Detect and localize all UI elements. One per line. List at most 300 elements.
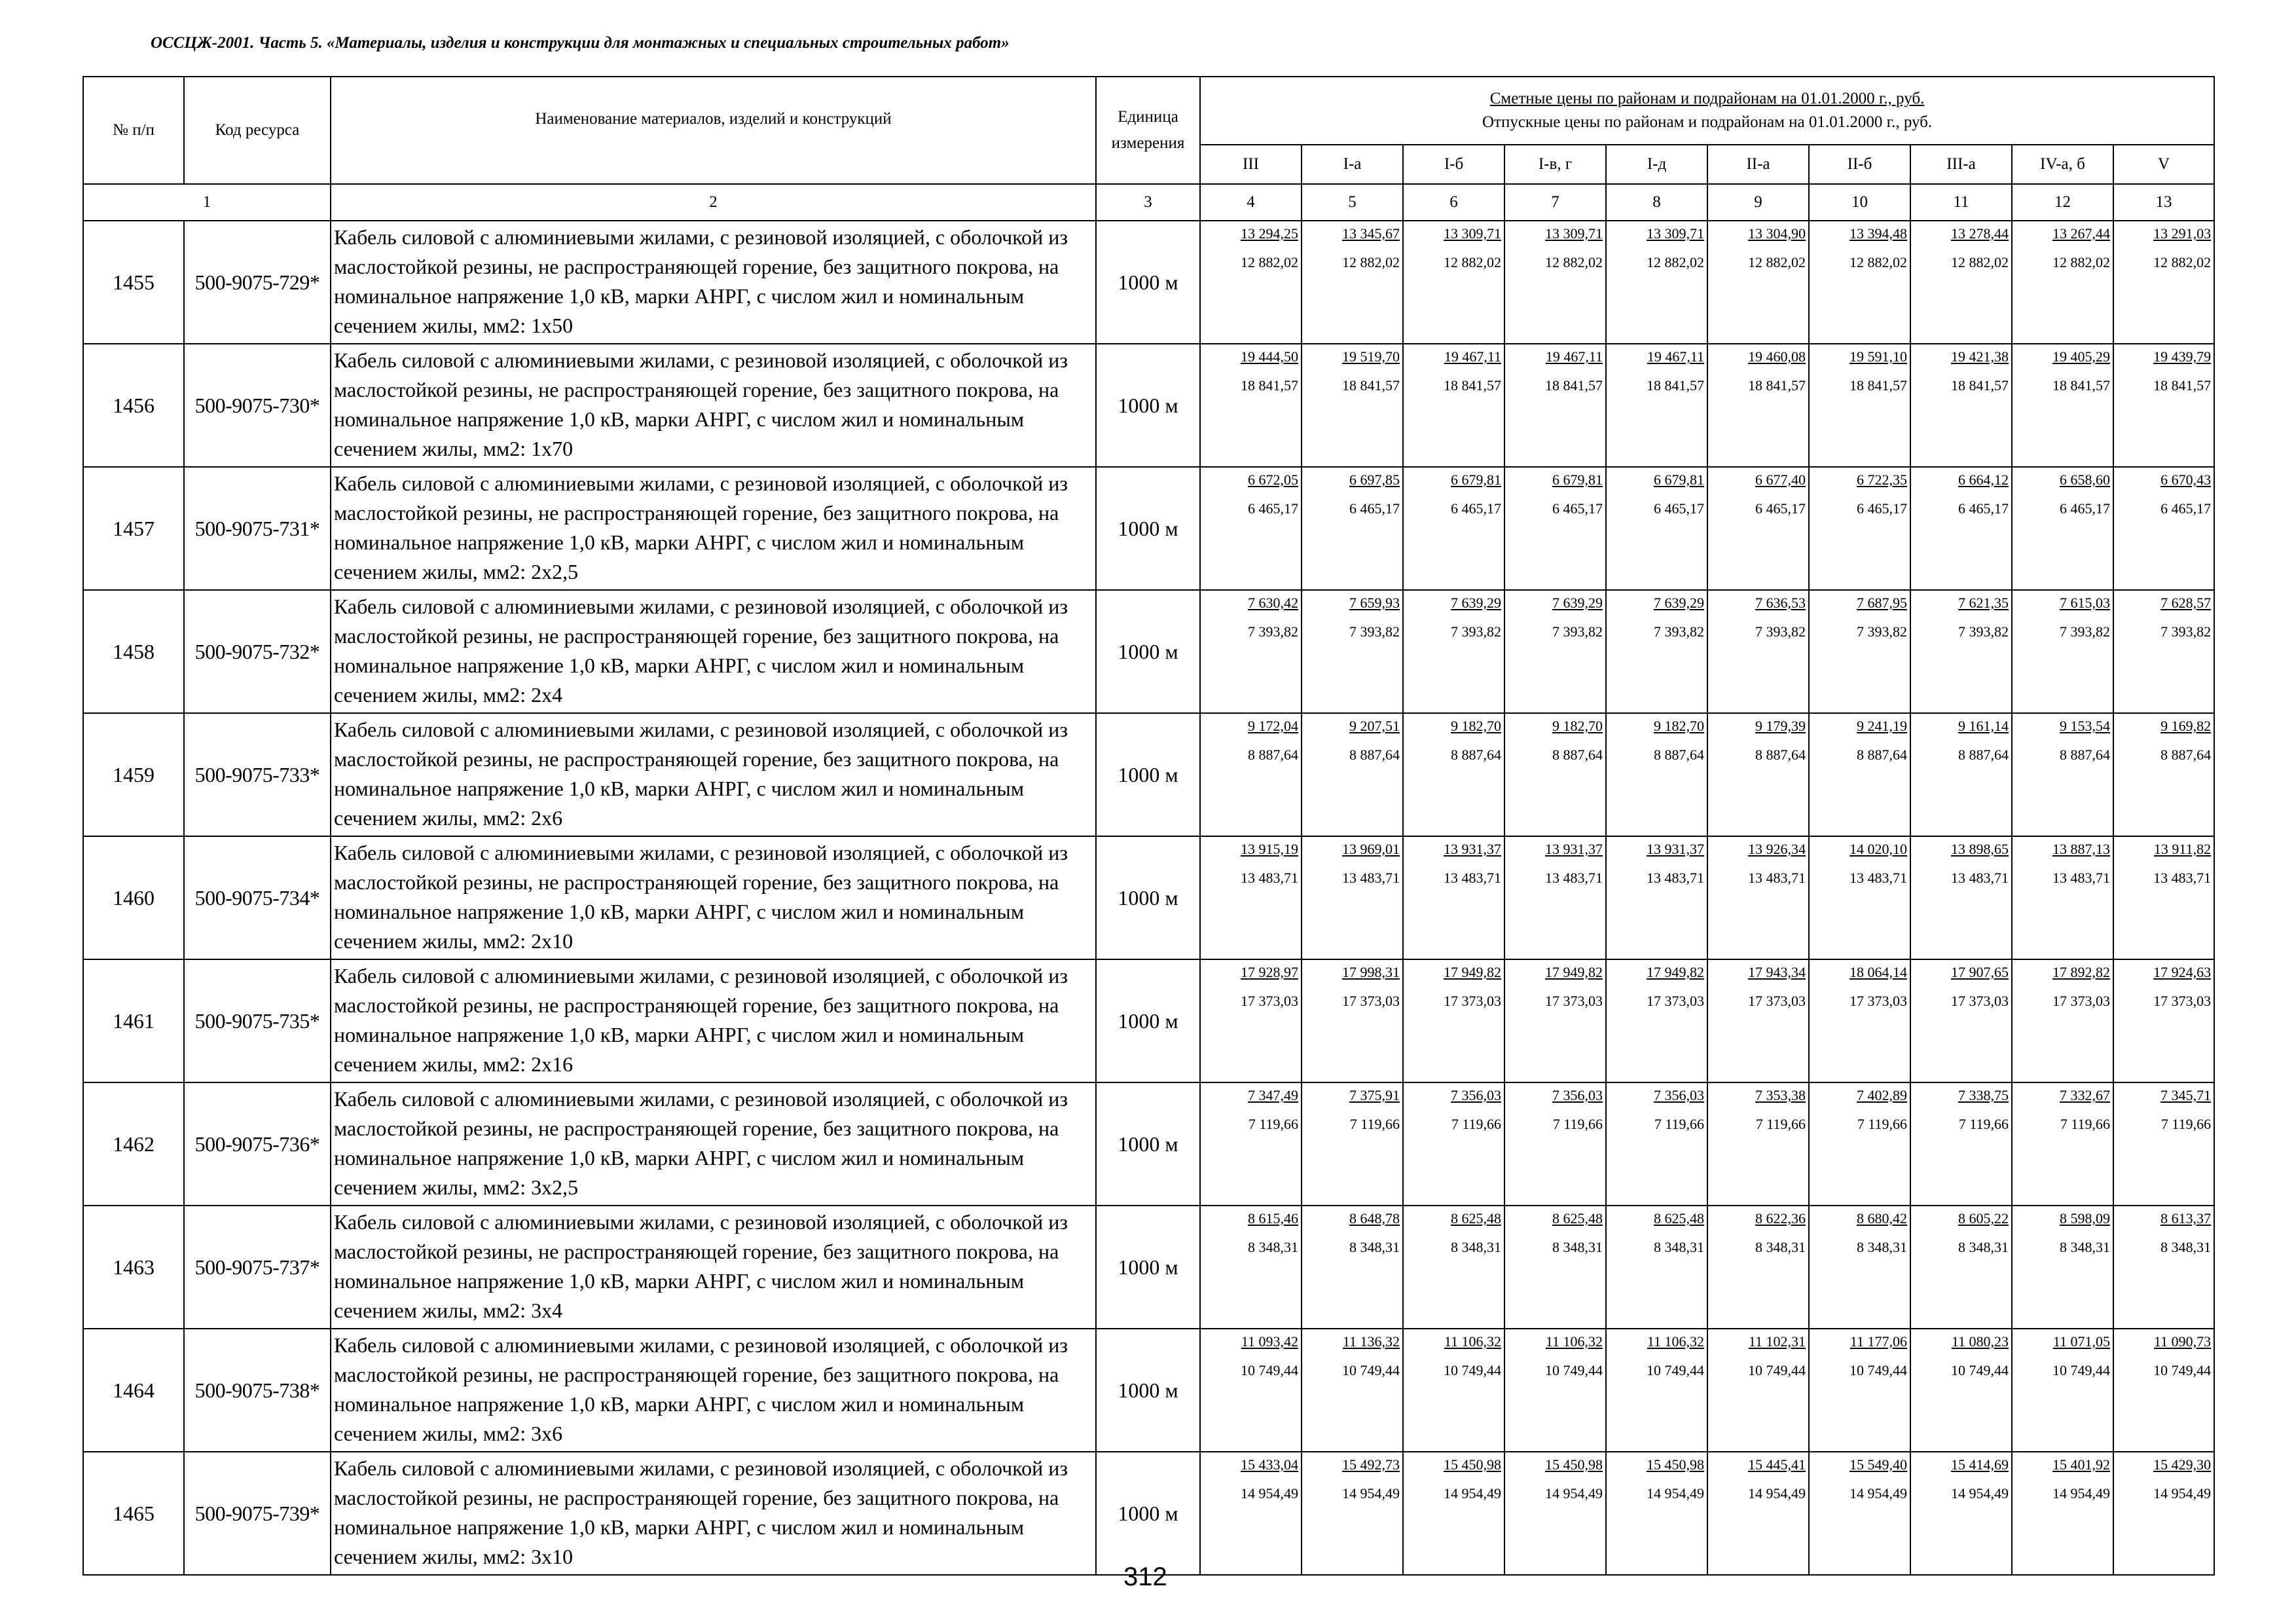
row-number: 1455 — [83, 221, 184, 344]
price-cell — [1302, 1206, 1403, 1329]
release-price: 10 749,44 — [2052, 1362, 2110, 1378]
price-cell — [1809, 221, 1910, 344]
release-price: 13 483,71 — [1241, 870, 1298, 886]
estimate-price: 6 677,40 — [1755, 471, 1806, 488]
region-header: I-а — [1302, 145, 1403, 184]
release-price: 14 954,49 — [2153, 1485, 2212, 1502]
material-name: Кабель силовой с алюминиевыми жилами, с резиновой изоляцией, с оболочкой из маслостойкой резины, не распространяющей горение, без защитного покрова, на номинальное напряжение 1,0 кВ, марки АНРГ, с числом жил и номинальным сечением жилы, мм2: 1х50 — [331, 221, 1096, 344]
price-cell — [1707, 344, 1809, 467]
price-cell — [1302, 344, 1403, 467]
estimate-price: 15 414,69 — [1951, 1456, 2009, 1473]
estimate-price: 19 467,11 — [1545, 348, 1603, 365]
price-cell — [1403, 959, 1504, 1082]
material-name: Кабель силовой с алюминиевыми жилами, с резиновой изоляцией, с оболочкой из маслостойкой резины, не распространяющей горение, без защитного покрова, на номинальное напряжение 1,0 кВ, марки АНРГ, с числом жил и номинальным сечением жилы, мм2: 1х70 — [331, 344, 1096, 467]
price-cell — [1403, 1452, 1504, 1575]
column-number: 3 — [1096, 184, 1200, 221]
release-price: 10 749,44 — [1444, 1362, 1501, 1378]
resource-code: 500-9075-737* — [184, 1206, 331, 1329]
row-number: 1465 — [83, 1452, 184, 1575]
estimate-price: 7 347,49 — [1248, 1087, 1298, 1103]
estimate-price: 11 106,32 — [1545, 1333, 1603, 1350]
region-header: II-а — [1707, 145, 1809, 184]
column-number: 11 — [1910, 184, 2012, 221]
release-price: 7 393,82 — [1958, 623, 2009, 640]
price-cell — [1707, 959, 1809, 1082]
release-price: 7 119,66 — [1451, 1116, 1501, 1132]
estimate-price: 15 492,73 — [1342, 1456, 1400, 1473]
release-price: 7 393,82 — [1248, 623, 1298, 640]
estimate-price: 6 722,35 — [1857, 471, 1907, 488]
price-cell — [1302, 1452, 1403, 1575]
price-cell — [2012, 1206, 2113, 1329]
estimate-price: 17 892,82 — [2052, 964, 2110, 980]
estimate-price: 15 549,40 — [1850, 1456, 1907, 1473]
release-price: 10 749,44 — [2153, 1362, 2212, 1378]
price-cell — [1504, 959, 1606, 1082]
release-price: 12 882,02 — [1951, 254, 2009, 270]
unit-of-measure: 1000 м — [1096, 1082, 1200, 1206]
estimate-price: 17 943,34 — [1748, 964, 1806, 980]
release-price: 12 882,02 — [1647, 254, 1704, 270]
price-cell — [1910, 1206, 2012, 1329]
estimate-price: 8 625,48 — [1552, 1210, 1603, 1227]
price-cell — [2113, 344, 2214, 467]
estimate-price: 7 659,93 — [1349, 595, 1400, 611]
price-cell — [1504, 1206, 1606, 1329]
unit-of-measure: 1000 м — [1096, 467, 1200, 590]
price-cell — [1504, 836, 1606, 959]
column-number: 7 — [1504, 184, 1606, 221]
release-price: 18 841,57 — [1647, 377, 1704, 394]
release-price: 7 393,82 — [2060, 623, 2110, 640]
col-header-name: Наименование материалов, изделий и конструкций — [331, 77, 1096, 184]
estimate-price: 15 429,30 — [2153, 1456, 2212, 1473]
column-number: 10 — [1809, 184, 1910, 221]
release-price: 7 393,82 — [2160, 623, 2212, 640]
price-cell — [2113, 713, 2214, 836]
estimate-price: 15 450,98 — [1647, 1456, 1704, 1473]
price-cell — [1910, 836, 2012, 959]
price-cell — [2012, 1082, 2113, 1206]
row-number: 1459 — [83, 713, 184, 836]
estimate-price: 13 931,37 — [1647, 841, 1704, 857]
estimate-price: 9 172,04 — [1248, 718, 1298, 734]
price-cell — [1606, 959, 1707, 1082]
release-price: 13 483,71 — [1342, 870, 1400, 886]
price-cell — [1403, 590, 1504, 713]
price-cell — [1606, 221, 1707, 344]
release-price: 17 373,03 — [2052, 993, 2110, 1009]
release-price: 7 393,82 — [1857, 623, 1907, 640]
column-number: 8 — [1606, 184, 1707, 221]
price-cell — [2113, 836, 2214, 959]
release-price: 8 887,64 — [1451, 747, 1501, 763]
material-name: Кабель силовой с алюминиевыми жилами, с резиновой изоляцией, с оболочкой из маслостойкой резины, не распространяющей горение, без защитного покрова, на номинальное напряжение 1,0 кВ, марки АНРГ, с числом жил и номинальным сечением жилы, мм2: 2х4 — [331, 590, 1096, 713]
price-cell — [2113, 959, 2214, 1082]
unit-of-measure: 1000 м — [1096, 836, 1200, 959]
release-price: 6 465,17 — [1857, 500, 1907, 517]
unit-of-measure: 1000 м — [1096, 590, 1200, 713]
row-number: 1456 — [83, 344, 184, 467]
unit-of-measure: 1000 м — [1096, 221, 1200, 344]
price-cell — [1200, 836, 1302, 959]
release-price: 13 483,71 — [2052, 870, 2110, 886]
estimate-price: 19 405,29 — [2052, 348, 2110, 365]
price-cell — [2113, 221, 2214, 344]
release-price: 6 465,17 — [1755, 500, 1806, 517]
estimate-price: 14 020,10 — [1850, 841, 1907, 857]
price-cell — [1606, 1452, 1707, 1575]
price-cell — [1910, 1082, 2012, 1206]
price-cell — [1910, 713, 2012, 836]
release-price: 13 483,71 — [1647, 870, 1704, 886]
price-cell — [1504, 344, 1606, 467]
region-header: I-д — [1606, 145, 1707, 184]
estimate-price: 11 106,32 — [1444, 1333, 1501, 1350]
estimate-price: 17 949,82 — [1444, 964, 1501, 980]
estimate-price: 11 136,32 — [1342, 1333, 1400, 1350]
column-number: 1 — [83, 184, 331, 221]
release-price: 18 841,57 — [1241, 377, 1298, 394]
table-row — [83, 1206, 2214, 1329]
release-price: 14 954,49 — [1647, 1485, 1704, 1502]
estimate-price: 7 630,42 — [1248, 595, 1298, 611]
release-price: 8 348,31 — [1248, 1239, 1298, 1255]
price-cell — [1302, 590, 1403, 713]
release-price: 12 882,02 — [1545, 254, 1603, 270]
price-cell — [1707, 1329, 1809, 1452]
release-price: 8 887,64 — [1958, 747, 2009, 763]
estimate-price: 19 591,10 — [1850, 348, 1907, 365]
price-cell — [2012, 713, 2113, 836]
price-cell — [2012, 590, 2113, 713]
release-price: 8 348,31 — [1552, 1239, 1603, 1255]
release-price: 13 483,71 — [1748, 870, 1806, 886]
estimate-price: 11 177,06 — [1850, 1333, 1907, 1350]
resource-code: 500-9075-734* — [184, 836, 331, 959]
estimate-price: 7 621,35 — [1958, 595, 2009, 611]
region-header: V — [2113, 145, 2214, 184]
release-price: 13 483,71 — [1951, 870, 2009, 886]
resource-code: 500-9075-732* — [184, 590, 331, 713]
release-price: 8 887,64 — [1552, 747, 1603, 763]
price-cell — [1302, 1082, 1403, 1206]
release-price: 17 373,03 — [1444, 993, 1501, 1009]
table-row — [83, 221, 2214, 344]
price-cell — [2012, 959, 2113, 1082]
row-number: 1462 — [83, 1082, 184, 1206]
estimate-price: 6 672,05 — [1248, 471, 1298, 488]
table-row — [83, 1082, 2214, 1206]
estimate-price: 7 356,03 — [1552, 1087, 1603, 1103]
material-name: Кабель силовой с алюминиевыми жилами, с резиновой изоляцией, с оболочкой из маслостойкой резины, не распространяющей горение, без защитного покрова, на номинальное напряжение 1,0 кВ, марки АНРГ, с числом жил и номинальным сечением жилы, мм2: 3х6 — [331, 1329, 1096, 1452]
release-price: 12 882,02 — [2052, 254, 2110, 270]
price-cell — [1302, 959, 1403, 1082]
resource-code: 500-9075-730* — [184, 344, 331, 467]
release-price: 18 841,57 — [2153, 377, 2212, 394]
region-header: IV-а, б — [2012, 145, 2113, 184]
estimate-price: 8 613,37 — [2160, 1210, 2212, 1227]
release-price: 7 393,82 — [1451, 623, 1501, 640]
price-cell — [1403, 1329, 1504, 1452]
price-cell — [2113, 1206, 2214, 1329]
price-cell — [1200, 1452, 1302, 1575]
estimate-price: 19 439,79 — [2153, 348, 2212, 365]
release-price: 7 119,66 — [1958, 1116, 2009, 1132]
estimate-price: 6 679,81 — [1654, 471, 1704, 488]
price-cell — [1809, 1329, 1910, 1452]
estimate-price: 7 639,29 — [1654, 595, 1704, 611]
estimate-price: 9 153,54 — [2060, 718, 2110, 734]
price-cell — [1200, 467, 1302, 590]
estimate-price: 6 670,43 — [2160, 471, 2212, 488]
estimate-price: 13 887,13 — [2052, 841, 2110, 857]
release-price: 10 749,44 — [1545, 1362, 1603, 1378]
estimate-price: 9 169,82 — [2160, 718, 2212, 734]
price-cell — [1504, 713, 1606, 836]
estimate-price: 8 605,22 — [1958, 1210, 2009, 1227]
estimate-price: 8 648,78 — [1349, 1210, 1400, 1227]
price-table — [82, 76, 2215, 1576]
price-cell — [1707, 467, 1809, 590]
estimate-price: 15 433,04 — [1241, 1456, 1298, 1473]
estimate-price: 13 915,19 — [1241, 841, 1298, 857]
price-cell — [1809, 467, 1910, 590]
price-cell — [1200, 221, 1302, 344]
estimate-price: 11 080,23 — [1951, 1333, 2009, 1350]
estimate-price: 13 926,34 — [1748, 841, 1806, 857]
resource-code: 500-9075-738* — [184, 1329, 331, 1452]
release-price: 12 882,02 — [1241, 254, 1298, 270]
region-header: II-б — [1809, 145, 1910, 184]
col-header-code: Код ресурса — [184, 77, 331, 184]
table-row — [83, 836, 2214, 959]
column-number: 2 — [331, 184, 1096, 221]
estimate-price: 7 332,67 — [2060, 1087, 2110, 1103]
price-cell — [1910, 590, 2012, 713]
estimate-price: 11 090,73 — [2153, 1333, 2212, 1350]
release-price: 18 841,57 — [1850, 377, 1907, 394]
estimate-price: 11 106,32 — [1647, 1333, 1704, 1350]
resource-code: 500-9075-731* — [184, 467, 331, 590]
prices-release-label: Отпускные цены по районам и подрайонам на 01.01.2000 г., руб. — [1482, 113, 1933, 131]
estimate-price: 7 639,29 — [1451, 595, 1501, 611]
price-cell — [2012, 221, 2113, 344]
estimate-price: 17 928,97 — [1241, 964, 1298, 980]
estimate-price: 19 467,11 — [1444, 348, 1501, 365]
estimate-price: 15 450,98 — [1545, 1456, 1603, 1473]
table-row — [83, 467, 2214, 590]
row-number: 1464 — [83, 1329, 184, 1452]
price-cell — [1910, 344, 2012, 467]
estimate-price: 13 931,37 — [1545, 841, 1603, 857]
price-cell — [1403, 1206, 1504, 1329]
estimate-price: 13 309,71 — [1545, 225, 1603, 242]
price-cell — [1200, 959, 1302, 1082]
price-cell — [1910, 221, 2012, 344]
release-price: 17 373,03 — [1850, 993, 1907, 1009]
column-number: 13 — [2113, 184, 2214, 221]
estimate-price: 19 421,38 — [1951, 348, 2009, 365]
estimate-price: 13 969,01 — [1342, 841, 1400, 857]
estimate-price: 13 294,25 — [1241, 225, 1298, 242]
price-cell — [1504, 467, 1606, 590]
estimate-price: 13 278,44 — [1951, 225, 2009, 242]
release-price: 12 882,02 — [1748, 254, 1806, 270]
table-row — [83, 713, 2214, 836]
estimate-price: 8 615,46 — [1248, 1210, 1298, 1227]
estimate-price: 6 658,60 — [2060, 471, 2110, 488]
price-cell — [1707, 713, 1809, 836]
estimate-price: 7 628,57 — [2160, 595, 2212, 611]
estimate-price: 7 353,38 — [1755, 1087, 1806, 1103]
price-cell — [1606, 1206, 1707, 1329]
price-cell — [1606, 467, 1707, 590]
release-price: 13 483,71 — [1850, 870, 1907, 886]
estimate-price: 7 356,03 — [1451, 1087, 1501, 1103]
price-cell — [2012, 1452, 2113, 1575]
price-cell — [2113, 467, 2214, 590]
release-price: 12 882,02 — [1850, 254, 1907, 270]
release-price: 13 483,71 — [1545, 870, 1603, 886]
price-cell — [2113, 590, 2214, 713]
estimate-price: 17 949,82 — [1647, 964, 1704, 980]
release-price: 18 841,57 — [2052, 377, 2110, 394]
material-name: Кабель силовой с алюминиевыми жилами, с резиновой изоляцией, с оболочкой из маслостойкой резины, не распространяющей горение, без защитного покрова, на номинальное напряжение 1,0 кВ, марки АНРГ, с числом жил и номинальным сечением жилы, мм2: 2х16 — [331, 959, 1096, 1082]
estimate-price: 15 401,92 — [2052, 1456, 2110, 1473]
price-cell — [1809, 344, 1910, 467]
row-number: 1460 — [83, 836, 184, 959]
price-cell — [1606, 836, 1707, 959]
row-number: 1461 — [83, 959, 184, 1082]
column-number: 9 — [1707, 184, 1809, 221]
estimate-price: 17 924,63 — [2153, 964, 2212, 980]
release-price: 12 882,02 — [2153, 254, 2212, 270]
estimate-price: 17 907,65 — [1951, 964, 2009, 980]
release-price: 8 887,64 — [1654, 747, 1704, 763]
price-cell — [1403, 713, 1504, 836]
estimate-price: 8 622,36 — [1755, 1210, 1806, 1227]
estimate-price: 13 309,71 — [1647, 225, 1704, 242]
table-row — [83, 344, 2214, 467]
release-price: 6 465,17 — [2160, 500, 2212, 517]
price-cell — [1910, 467, 2012, 590]
col-header-unit: Единица измерения — [1096, 77, 1200, 184]
unit-of-measure: 1000 м — [1096, 713, 1200, 836]
release-price: 14 954,49 — [1748, 1485, 1806, 1502]
price-cell — [1200, 1082, 1302, 1206]
price-cell — [1606, 1329, 1707, 1452]
price-cell — [1302, 221, 1403, 344]
estimate-price: 15 445,41 — [1748, 1456, 1806, 1473]
release-price: 6 465,17 — [1654, 500, 1704, 517]
release-price: 8 887,64 — [2060, 747, 2110, 763]
release-price: 10 749,44 — [1850, 1362, 1907, 1378]
estimate-price: 11 102,31 — [1748, 1333, 1806, 1350]
material-name: Кабель силовой с алюминиевыми жилами, с резиновой изоляцией, с оболочкой из маслостойкой резины, не распространяющей горение, без защитного покрова, на номинальное напряжение 1,0 кВ, марки АНРГ, с числом жил и номинальным сечением жилы, мм2: 2х2,5 — [331, 467, 1096, 590]
release-price: 7 119,66 — [1248, 1116, 1298, 1132]
price-cell — [1809, 713, 1910, 836]
estimate-price: 6 664,12 — [1958, 471, 2009, 488]
price-cell — [1200, 713, 1302, 836]
material-name: Кабель силовой с алюминиевыми жилами, с резиновой изоляцией, с оболочкой из маслостойкой резины, не распространяющей горение, без защитного покрова, на номинальное напряжение 1,0 кВ, марки АНРГ, с числом жил и номинальным сечением жилы, мм2: 3х10 — [331, 1452, 1096, 1575]
price-cell — [2012, 344, 2113, 467]
estimate-price: 6 679,81 — [1451, 471, 1501, 488]
column-number: 12 — [2012, 184, 2113, 221]
price-cell — [1606, 590, 1707, 713]
release-price: 17 373,03 — [1951, 993, 2009, 1009]
resource-code: 500-9075-739* — [184, 1452, 331, 1575]
unit-of-measure: 1000 м — [1096, 1206, 1200, 1329]
price-cell — [1403, 467, 1504, 590]
unit-of-measure: 1000 м — [1096, 1452, 1200, 1575]
col-header-prices — [1200, 77, 2214, 145]
material-name: Кабель силовой с алюминиевыми жилами, с резиновой изоляцией, с оболочкой из маслостойкой резины, не распространяющей горение, без защитного покрова, на номинальное напряжение 1,0 кВ, марки АНРГ, с числом жил и номинальным сечением жилы, мм2: 2х10 — [331, 836, 1096, 959]
row-number: 1463 — [83, 1206, 184, 1329]
estimate-price: 19 519,70 — [1342, 348, 1400, 365]
release-price: 8 348,31 — [1958, 1239, 2009, 1255]
price-cell — [2012, 467, 2113, 590]
resource-code: 500-9075-729* — [184, 221, 331, 344]
estimate-price: 7 402,89 — [1857, 1087, 1907, 1103]
release-price: 6 465,17 — [1349, 500, 1400, 517]
release-price: 8 887,64 — [1755, 747, 1806, 763]
estimate-price: 18 064,14 — [1850, 964, 1907, 980]
estimate-price: 8 598,09 — [2060, 1210, 2110, 1227]
estimate-price: 13 309,71 — [1444, 225, 1501, 242]
estimate-price: 11 093,42 — [1241, 1333, 1298, 1350]
price-cell — [1707, 1206, 1809, 1329]
release-price: 7 119,66 — [2160, 1116, 2212, 1132]
unit-of-measure: 1000 м — [1096, 959, 1200, 1082]
price-cell — [1302, 713, 1403, 836]
release-price: 14 954,49 — [1241, 1485, 1298, 1502]
unit-of-measure: 1000 м — [1096, 344, 1200, 467]
price-cell — [1809, 1082, 1910, 1206]
release-price: 10 749,44 — [1748, 1362, 1806, 1378]
estimate-price: 7 639,29 — [1552, 595, 1603, 611]
price-cell — [1200, 590, 1302, 713]
estimate-price: 15 450,98 — [1444, 1456, 1501, 1473]
release-price: 17 373,03 — [1647, 993, 1704, 1009]
price-cell — [2113, 1329, 2214, 1452]
material-name: Кабель силовой с алюминиевыми жилами, с резиновой изоляцией, с оболочкой из маслостойкой резины, не распространяющей горение, без защитного покрова, на номинальное напряжение 1,0 кВ, марки АНРГ, с числом жил и номинальным сечением жилы, мм2: 3х2,5 — [331, 1082, 1096, 1206]
estimate-price: 19 467,11 — [1647, 348, 1704, 365]
price-cell — [2012, 836, 2113, 959]
column-number: 4 — [1200, 184, 1302, 221]
estimate-price: 13 267,44 — [2052, 225, 2110, 242]
release-price: 17 373,03 — [1748, 993, 1806, 1009]
price-cell — [1707, 1452, 1809, 1575]
price-cell — [1504, 1329, 1606, 1452]
estimate-price: 13 394,48 — [1850, 225, 1907, 242]
table-row — [83, 590, 2214, 713]
resource-code: 500-9075-736* — [184, 1082, 331, 1206]
price-cell — [1809, 590, 1910, 713]
price-cell — [1403, 221, 1504, 344]
release-price: 8 887,64 — [1857, 747, 1907, 763]
release-price: 8 887,64 — [2160, 747, 2212, 763]
price-cell — [1504, 590, 1606, 713]
price-cell — [1707, 221, 1809, 344]
price-cell — [1302, 1329, 1403, 1452]
release-price: 7 393,82 — [1654, 623, 1704, 640]
estimate-price: 8 625,48 — [1451, 1210, 1501, 1227]
release-price: 10 749,44 — [1951, 1362, 2009, 1378]
estimate-price: 9 182,70 — [1552, 718, 1603, 734]
resource-code: 500-9075-735* — [184, 959, 331, 1082]
price-cell — [1910, 1329, 2012, 1452]
